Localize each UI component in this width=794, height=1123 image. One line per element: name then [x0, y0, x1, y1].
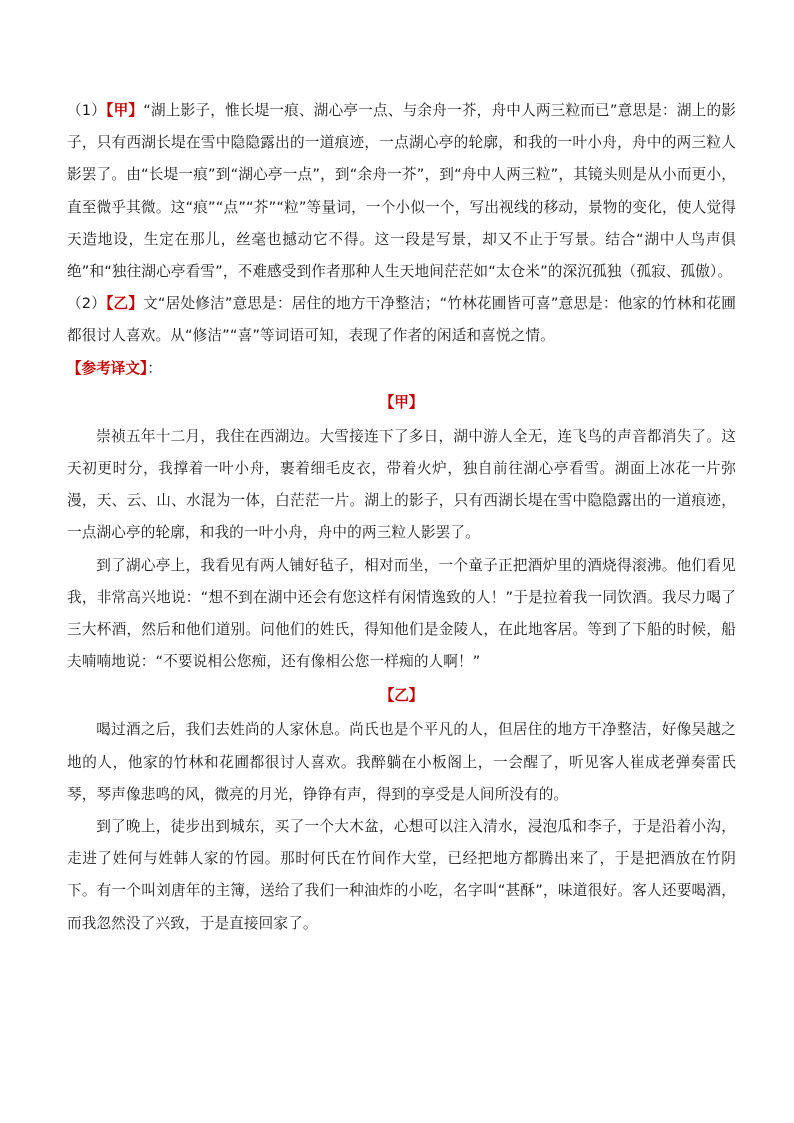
answer-2	[67, 288, 736, 352]
answer-1-tag: 【甲】	[106, 102, 144, 119]
answer-1-number: （1）	[67, 102, 107, 119]
answer-2-number: （2）	[67, 295, 107, 313]
jia-heading: 【甲】	[379, 393, 424, 411]
answer-1	[67, 95, 736, 288]
jia-paragraph: 崇祯五年十二月，我住在西湖边。大雪接连下了多日，湖中游人全无，连飞鸟的声音都消失了。这天初更时分，我撑着一叶小舟，裹着细毛皮衣，带着火炉，独自前往湖心亭看雪。湖面上冰花一片弥漫，天、云、山、水混为一体，白茫茫一片。湖上的影子，只有西湖长堤在雪中隐隐露出的一道痕迹，一点湖心亭的轮廓，和我的一叶小舟，舟中的两三粒人影罢了。	[67, 427, 736, 542]
yi-paragraph: 喝过酒之后，我们去姓尚的人家休息。尚氏也是个平凡的人，但居住的地方干净整洁，好像吴越之地的人，他家的竹林和花圃都很讨人喜欢。我醉躺在小板阁上，一会醒了，听见客人崔成老弹奏雷氏琴，琴声像悲鸣的风，微亮的月光，铮铮有声，得到的享受是人间所没有的。	[67, 721, 736, 803]
jia-paragraph: 到了湖心亭上，我看见有两人铺好毡子，相对而坐，一个童子正把酒炉里的酒烧得滚沸。他们看见我，非常高兴地说：“想不到在湖中还会有您这样有闲情逸致的人！”于是拉着我一同饮酒。我尽力喝了三大杯酒，然后和他们道别。问他们的姓氏，得知他们是金陵人，在此地客居。等到了下船的时候，船夫喃喃地说：“不要说相公您痴，还有像相公您一样痴的人啊！”	[67, 556, 736, 671]
translation-label	[67, 353, 736, 385]
translation-label-text: 【参考译文】	[67, 359, 148, 377]
answer-2-text: 文“居处修洁”意思是：居住的地方干净整洁；“竹林花圃皆可喜”意思是：他家的竹林和花圃都很讨人喜欢。从“修洁”“喜”等词语可知，表现了作者的闲适和喜悦之情。	[67, 295, 737, 345]
answer-1-text: “湖上影子，惟长堤一痕、湖心亭一点、与余舟一芥，舟中人两三粒而已”意思是：湖上的影子，只有西湖长堤在雪中隐隐露出的一道痕迹，一点湖心亭的轮廓，和我的一叶小舟，舟中的两三粒人影罢了。由“长堤一痕”到“湖心亭一点”，到“余舟一芥”，到“舟中人两三粒”，其镜头则是从小而更小，直至微乎其微。这“痕”“点”“芥”“粒”等量词，一个小似一个，写出视线的移动，景物的变化，使人觉得天造地设，生定在那儿，丝毫也撼动它不得。这一段是写景，却又不止于写景。结合“湖中人鸟声俱绝”和“独往湖心亭看雪”，不难感受到作者那种人生天地间茫茫如“太仓米”的深沉孤独（孤寂、孤傲）。	[67, 102, 736, 281]
yi-heading: 【乙】	[379, 687, 424, 705]
yi-paragraph: 到了晚上，徒步出到城东，买了一个大木盆，心想可以注入清水，浸泡瓜和李子，于是沿着小沟，走进了姓何与姓韩人家的竹园。那时何氏在竹间作大堂，已经把地方都腾出来了，于是把酒放在竹阴下。有一个叫刘唐年的主簿，送给了我们一种油炸的小吃，名字叫“甚酥”，味道很好。客人还要喝酒，而我忽然没了兴致，于是直接回家了。	[67, 818, 736, 932]
answer-2-tag: 【乙】	[106, 295, 144, 313]
translation-label-suffix: ：	[147, 359, 162, 377]
